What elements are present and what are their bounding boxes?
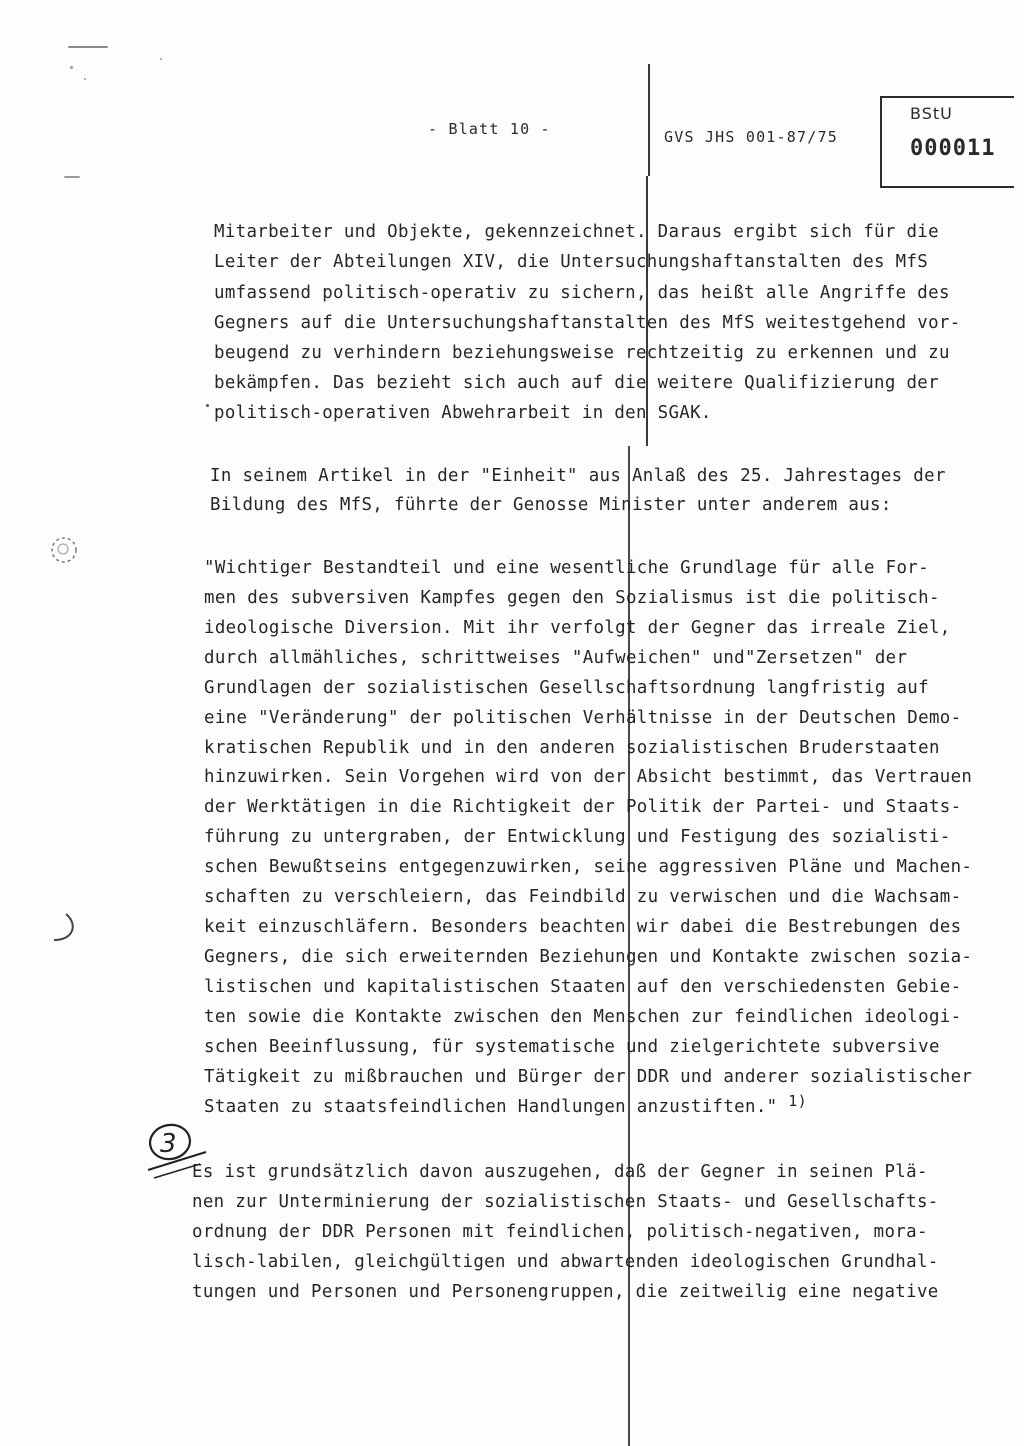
marginal-mark-label: 3	[160, 1129, 177, 1159]
quote-line: Grundlagen der sozialistischen Gesellschaftsordnung langfristig auf	[204, 678, 929, 698]
scan-speck	[68, 46, 108, 48]
sheet-number: - Blatt 10 -	[428, 120, 551, 138]
punch-hole-mark	[46, 532, 82, 568]
text-line: Mitarbeiter und Objekte, gekennzeichnet. Daraus ergibt sich für die	[214, 222, 939, 242]
scan-speck	[206, 404, 209, 407]
quote-closing-text: Staaten zu staatsfeindlichen Handlungen anzustiften."	[204, 1097, 778, 1117]
quote-line: ten sowie die Kontakte zwischen den Menschen zur feindlichen ideologi-	[204, 1007, 962, 1027]
quote-line: eine "Veränderung" der politischen Verhältnisse in der Deutschen Demo-	[204, 708, 962, 728]
quote-line: durch allmähliches, schrittweises "Aufweichen" und"Zersetzen" der	[204, 648, 908, 668]
punch-hole-mark	[44, 910, 80, 946]
scan-speck	[70, 66, 73, 69]
quote-line: Gegners, die sich erweiternden Beziehungen und Kontakte zwischen sozia-	[204, 947, 973, 967]
archive-stamp	[880, 96, 1014, 188]
text-line: Es ist grundsätzlich davon auszugehen, daß der Gegner in seinen Plä-	[192, 1162, 928, 1182]
text-line: tungen und Personen und Personengruppen, die zeitweilig eine negative	[192, 1282, 939, 1302]
quote-line: hinzuwirken. Sein Vorgehen wird von der Absicht bestimmt, das Vertrauen	[204, 767, 973, 787]
text-line: bekämpfen. Das bezieht sich auch auf die weitere Qualifizierung der	[214, 373, 939, 393]
text-line: In seinem Artikel in der "Einheit" aus Anlaß des 25. Jahrestages der	[210, 466, 946, 486]
fold-line	[648, 64, 650, 176]
quote-line: führung zu untergraben, der Entwicklung und Festigung des sozialisti-	[204, 827, 951, 847]
footnote-reference: 1)	[788, 1092, 808, 1110]
quote-line: schen Beeinflussung, für systematische und zielgerichtete subversive	[204, 1037, 940, 1057]
quote-line-last	[204, 1092, 808, 1117]
text-line: ordnung der DDR Personen mit feindlichen, politisch-negativen, mora-	[192, 1222, 928, 1242]
stamp-number: 000011	[910, 136, 996, 161]
quote-line: kratischen Republik und in den anderen sozialistischen Bruderstaaten	[204, 738, 940, 758]
quote-line: schaften zu verschleiern, das Feindbild zu verwischen und die Wachsam-	[204, 887, 962, 907]
quote-line: der Werktätigen in die Richtigkeit der Politik der Partei- und Staats-	[204, 797, 962, 817]
quote-line: keit einzuschläfern. Besonders beachten wir dabei die Bestrebungen des	[204, 917, 962, 937]
quote-line: Tätigkeit zu mißbrauchen und Bürger der DDR und anderer sozialistischer	[204, 1067, 973, 1087]
text-line: nen zur Unterminierung der sozialistischen Staats- und Gesellschafts-	[192, 1192, 939, 1212]
text-line: Bildung des MfS, führte der Genosse Minister unter anderem aus:	[210, 495, 892, 515]
quote-line: men des subversiven Kampfes gegen den Sozialismus ist die politisch-	[204, 588, 940, 608]
quote-line: schen Bewußtseins entgegenzuwirken, seine aggressiven Pläne und Machen-	[204, 857, 973, 877]
document-reference: GVS JHS 001-87/75	[664, 128, 838, 146]
text-line: politisch-operativen Abwehrarbeit in den SGAK.	[214, 403, 712, 423]
stamp-label: BStU	[910, 104, 953, 123]
text-line: umfassend politisch-operativ zu sichern, das heißt alle Angriffe des	[214, 283, 950, 303]
quote-line: listischen und kapitalistischen Staaten auf den verschiedensten Gebie-	[204, 977, 962, 997]
scan-speck	[84, 78, 86, 80]
text-line: beugend zu verhindern beziehungsweise rechtzeitig zu erkennen und zu	[214, 343, 950, 363]
scan-speck	[64, 176, 80, 178]
scan-speck	[160, 58, 162, 60]
quote-line: "Wichtiger Bestandteil und eine wesentliche Grundlage für alle For-	[204, 558, 929, 578]
quote-line: ideologische Diversion. Mit ihr verfolgt der Gegner das irreale Ziel,	[204, 618, 951, 638]
text-line: Leiter der Abteilungen XIV, die Untersuchungshaftanstalten des MfS	[214, 252, 929, 272]
text-line: Gegners auf die Untersuchungshaftanstalten des MfS weitestgehend vor-	[214, 313, 961, 333]
text-line: lisch-labilen, gleichgültigen und abwartenden ideologischen Grundhal-	[192, 1252, 939, 1272]
